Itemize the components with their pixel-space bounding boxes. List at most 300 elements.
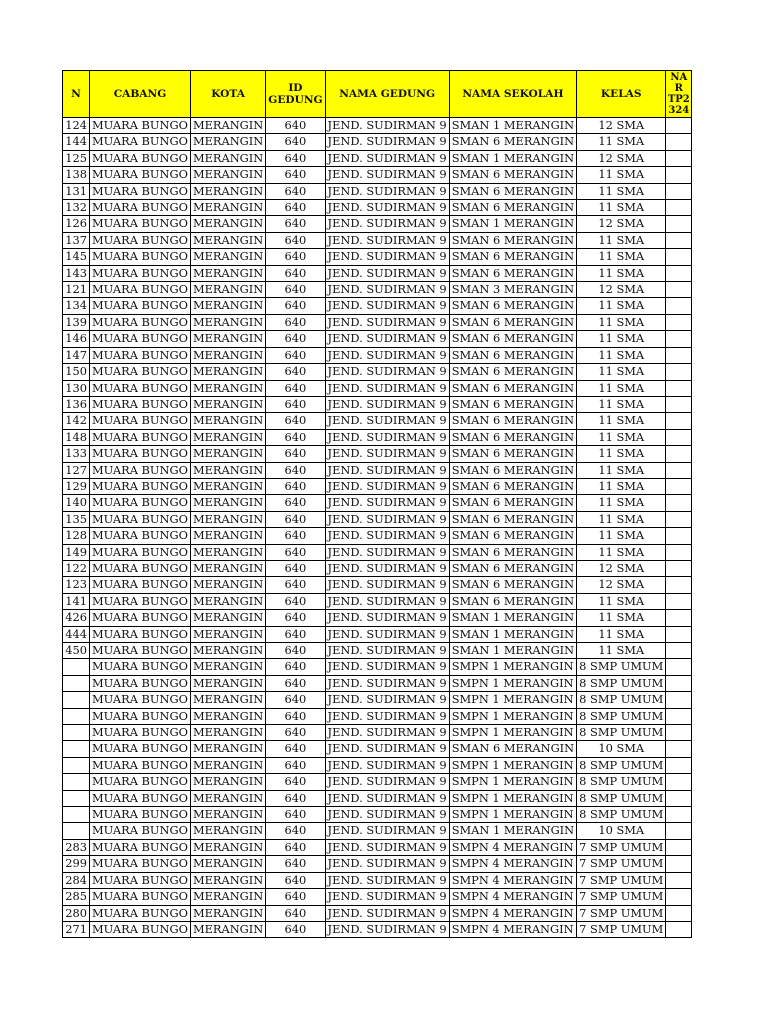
cell-id-gedung: 640 — [266, 396, 325, 412]
cell-nama-sekolah: SMPN 1 MERANGIN — [449, 659, 576, 675]
cell-cabang: MUARA BUNGO — [90, 118, 191, 134]
cell-kota: MERANGIN — [190, 823, 265, 839]
cell-no: 134 — [63, 298, 90, 314]
cell-nama-sekolah: SMAN 6 MERANGIN — [449, 495, 576, 511]
cell-no: 144 — [63, 134, 90, 150]
cell-no: 140 — [63, 495, 90, 511]
cell-nama-gedung: JEND. SUDIRMAN 9 — [325, 265, 449, 281]
cell-kota: MERANGIN — [190, 200, 265, 216]
cell-id-gedung: 640 — [266, 429, 325, 445]
table-row — [63, 872, 692, 888]
cell-cabang: MUARA BUNGO — [90, 577, 191, 593]
cell-kota: MERANGIN — [190, 134, 265, 150]
cell-id-gedung: 640 — [266, 200, 325, 216]
cell-cabang: MUARA BUNGO — [90, 675, 191, 691]
cell-nar-tp2 — [666, 708, 692, 724]
cell-nar-tp2 — [666, 528, 692, 544]
cell-kota: MERANGIN — [190, 232, 265, 248]
cell-no: 283 — [63, 839, 90, 855]
cell-no: 426 — [63, 610, 90, 626]
cell-id-gedung: 640 — [266, 725, 325, 741]
cell-no: 132 — [63, 200, 90, 216]
cell-kelas: 8 SMP UMUM — [577, 725, 666, 741]
cell-kota: MERANGIN — [190, 839, 265, 855]
cell-cabang: MUARA BUNGO — [90, 889, 191, 905]
table-row — [63, 462, 692, 478]
table-row — [63, 429, 692, 445]
cell-nar-tp2 — [666, 298, 692, 314]
cell-nama-sekolah: SMAN 6 MERANGIN — [449, 446, 576, 462]
cell-kelas: 12 SMA — [577, 282, 666, 298]
cell-nama-gedung: JEND. SUDIRMAN 9 — [325, 495, 449, 511]
cell-nar-tp2 — [666, 249, 692, 265]
cell-kelas: 8 SMP UMUM — [577, 692, 666, 708]
cell-kelas: 11 SMA — [577, 511, 666, 527]
cell-cabang: MUARA BUNGO — [90, 856, 191, 872]
table-row — [63, 396, 692, 412]
cell-nama-sekolah: SMPN 1 MERANGIN — [449, 708, 576, 724]
cell-no — [63, 708, 90, 724]
cell-kota: MERANGIN — [190, 790, 265, 806]
table-row — [63, 118, 692, 134]
header-nar-line: 324 — [668, 105, 690, 116]
cell-cabang: MUARA BUNGO — [90, 183, 191, 199]
cell-no: 142 — [63, 413, 90, 429]
cell-kota: MERANGIN — [190, 725, 265, 741]
cell-id-gedung: 640 — [266, 364, 325, 380]
cell-kelas: 10 SMA — [577, 741, 666, 757]
cell-cabang: MUARA BUNGO — [90, 790, 191, 806]
cell-nama-gedung: JEND. SUDIRMAN 9 — [325, 823, 449, 839]
cell-nama-gedung: JEND. SUDIRMAN 9 — [325, 282, 449, 298]
cell-nar-tp2 — [666, 889, 692, 905]
cell-kota: MERANGIN — [190, 446, 265, 462]
cell-nama-sekolah: SMPN 1 MERANGIN — [449, 675, 576, 691]
cell-id-gedung: 640 — [266, 560, 325, 576]
cell-kota: MERANGIN — [190, 626, 265, 642]
cell-id-gedung: 640 — [266, 511, 325, 527]
cell-kota: MERANGIN — [190, 610, 265, 626]
cell-no: 138 — [63, 167, 90, 183]
cell-kota: MERANGIN — [190, 659, 265, 675]
cell-kota: MERANGIN — [190, 331, 265, 347]
cell-nar-tp2 — [666, 380, 692, 396]
cell-kota: MERANGIN — [190, 560, 265, 576]
cell-cabang: MUARA BUNGO — [90, 823, 191, 839]
cell-nama-sekolah: SMAN 1 MERANGIN — [449, 610, 576, 626]
cell-cabang: MUARA BUNGO — [90, 478, 191, 494]
cell-cabang: MUARA BUNGO — [90, 593, 191, 609]
cell-id-gedung: 640 — [266, 921, 325, 937]
table-row — [63, 823, 692, 839]
table-row — [63, 478, 692, 494]
cell-no — [63, 774, 90, 790]
cell-kota: MERANGIN — [190, 462, 265, 478]
cell-no: 284 — [63, 872, 90, 888]
cell-nama-gedung: JEND. SUDIRMAN 9 — [325, 298, 449, 314]
cell-kota: MERANGIN — [190, 692, 265, 708]
cell-cabang: MUARA BUNGO — [90, 249, 191, 265]
cell-nama-sekolah: SMAN 6 MERANGIN — [449, 183, 576, 199]
cell-kota: MERANGIN — [190, 905, 265, 921]
cell-nama-sekolah: SMAN 6 MERANGIN — [449, 429, 576, 445]
cell-kelas: 11 SMA — [577, 495, 666, 511]
cell-no: 148 — [63, 429, 90, 445]
cell-no — [63, 725, 90, 741]
table-row — [63, 528, 692, 544]
cell-id-gedung: 640 — [266, 905, 325, 921]
header-nar-line: NA — [670, 72, 688, 83]
cell-kelas: 8 SMP UMUM — [577, 675, 666, 691]
table-row — [63, 790, 692, 806]
cell-kelas: 8 SMP UMUM — [577, 659, 666, 675]
cell-nama-gedung: JEND. SUDIRMAN 9 — [325, 150, 449, 166]
cell-nar-tp2 — [666, 643, 692, 659]
cell-no — [63, 807, 90, 823]
cell-nar-tp2 — [666, 265, 692, 281]
cell-id-gedung: 640 — [266, 544, 325, 560]
cell-nama-gedung: JEND. SUDIRMAN 9 — [325, 905, 449, 921]
cell-nama-sekolah: SMAN 1 MERANGIN — [449, 216, 576, 232]
cell-kelas: 11 SMA — [577, 364, 666, 380]
cell-cabang: MUARA BUNGO — [90, 610, 191, 626]
cell-nar-tp2 — [666, 314, 692, 330]
cell-id-gedung: 640 — [266, 610, 325, 626]
cell-kelas: 11 SMA — [577, 593, 666, 609]
cell-kelas: 11 SMA — [577, 265, 666, 281]
cell-kota: MERANGIN — [190, 282, 265, 298]
cell-nama-gedung: JEND. SUDIRMAN 9 — [325, 577, 449, 593]
cell-nama-gedung: JEND. SUDIRMAN 9 — [325, 544, 449, 560]
cell-kelas: 11 SMA — [577, 396, 666, 412]
cell-kelas: 11 SMA — [577, 134, 666, 150]
cell-kelas: 11 SMA — [577, 183, 666, 199]
cell-kelas: 7 SMP UMUM — [577, 889, 666, 905]
cell-cabang: MUARA BUNGO — [90, 692, 191, 708]
cell-nama-sekolah: SMAN 6 MERANGIN — [449, 265, 576, 281]
cell-nar-tp2 — [666, 396, 692, 412]
cell-nama-gedung: JEND. SUDIRMAN 9 — [325, 462, 449, 478]
cell-nar-tp2 — [666, 774, 692, 790]
cell-nama-gedung: JEND. SUDIRMAN 9 — [325, 429, 449, 445]
cell-cabang: MUARA BUNGO — [90, 429, 191, 445]
cell-cabang: MUARA BUNGO — [90, 708, 191, 724]
cell-nama-gedung: JEND. SUDIRMAN 9 — [325, 331, 449, 347]
header-nar-tp2 — [666, 71, 692, 118]
cell-kota: MERANGIN — [190, 364, 265, 380]
cell-kelas: 8 SMP UMUM — [577, 807, 666, 823]
cell-cabang: MUARA BUNGO — [90, 528, 191, 544]
cell-no: 271 — [63, 921, 90, 937]
cell-cabang: MUARA BUNGO — [90, 380, 191, 396]
cell-no: 149 — [63, 544, 90, 560]
table-body — [63, 118, 692, 938]
header-cabang: CABANG — [90, 71, 191, 118]
cell-id-gedung: 640 — [266, 856, 325, 872]
cell-id-gedung: 640 — [266, 741, 325, 757]
student-data-table — [62, 70, 692, 938]
table-row — [63, 134, 692, 150]
cell-kelas: 12 SMA — [577, 118, 666, 134]
cell-nama-sekolah: SMAN 6 MERANGIN — [449, 741, 576, 757]
cell-nama-sekolah: SMPN 1 MERANGIN — [449, 774, 576, 790]
cell-id-gedung: 640 — [266, 643, 325, 659]
cell-nar-tp2 — [666, 331, 692, 347]
table-row — [63, 839, 692, 855]
cell-kelas: 11 SMA — [577, 331, 666, 347]
cell-kelas: 11 SMA — [577, 347, 666, 363]
cell-nama-sekolah: SMAN 6 MERANGIN — [449, 298, 576, 314]
cell-id-gedung: 640 — [266, 314, 325, 330]
cell-cabang: MUARA BUNGO — [90, 643, 191, 659]
header-nama-gedung: NAMA GEDUNG — [325, 71, 449, 118]
cell-nama-sekolah: SMAN 6 MERANGIN — [449, 478, 576, 494]
cell-kelas: 7 SMP UMUM — [577, 921, 666, 937]
cell-kelas: 11 SMA — [577, 643, 666, 659]
cell-id-gedung: 640 — [266, 708, 325, 724]
cell-no: 123 — [63, 577, 90, 593]
cell-cabang: MUARA BUNGO — [90, 413, 191, 429]
cell-no: 136 — [63, 396, 90, 412]
cell-kelas: 10 SMA — [577, 823, 666, 839]
cell-id-gedung: 640 — [266, 134, 325, 150]
cell-no: 299 — [63, 856, 90, 872]
cell-nar-tp2 — [666, 659, 692, 675]
cell-nar-tp2 — [666, 282, 692, 298]
cell-no: 141 — [63, 593, 90, 609]
cell-nama-sekolah: SMAN 6 MERANGIN — [449, 134, 576, 150]
cell-no: 124 — [63, 118, 90, 134]
cell-nar-tp2 — [666, 446, 692, 462]
cell-cabang: MUARA BUNGO — [90, 216, 191, 232]
cell-nar-tp2 — [666, 364, 692, 380]
cell-kota: MERANGIN — [190, 118, 265, 134]
cell-no: 450 — [63, 643, 90, 659]
cell-id-gedung: 640 — [266, 626, 325, 642]
cell-kota: MERANGIN — [190, 856, 265, 872]
cell-kelas: 11 SMA — [577, 298, 666, 314]
cell-nar-tp2 — [666, 872, 692, 888]
cell-nar-tp2 — [666, 150, 692, 166]
cell-nama-sekolah: SMPN 1 MERANGIN — [449, 790, 576, 806]
cell-nar-tp2 — [666, 807, 692, 823]
cell-id-gedung: 640 — [266, 167, 325, 183]
cell-no: 127 — [63, 462, 90, 478]
cell-no: 121 — [63, 282, 90, 298]
cell-nar-tp2 — [666, 593, 692, 609]
cell-nar-tp2 — [666, 921, 692, 937]
cell-nar-tp2 — [666, 544, 692, 560]
cell-cabang: MUARA BUNGO — [90, 626, 191, 642]
cell-nama-gedung: JEND. SUDIRMAN 9 — [325, 593, 449, 609]
cell-id-gedung: 640 — [266, 118, 325, 134]
table-row — [63, 495, 692, 511]
cell-nama-gedung: JEND. SUDIRMAN 9 — [325, 757, 449, 773]
cell-id-gedung: 640 — [266, 872, 325, 888]
cell-nar-tp2 — [666, 823, 692, 839]
cell-id-gedung: 640 — [266, 380, 325, 396]
table-row — [63, 692, 692, 708]
cell-kelas: 8 SMP UMUM — [577, 774, 666, 790]
cell-kelas: 11 SMA — [577, 429, 666, 445]
cell-kelas: 11 SMA — [577, 446, 666, 462]
cell-kota: MERANGIN — [190, 429, 265, 445]
cell-kota: MERANGIN — [190, 708, 265, 724]
cell-id-gedung: 640 — [266, 413, 325, 429]
cell-id-gedung: 640 — [266, 839, 325, 855]
table-row — [63, 856, 692, 872]
cell-kota: MERANGIN — [190, 511, 265, 527]
cell-no: 126 — [63, 216, 90, 232]
cell-nama-sekolah: SMPN 4 MERANGIN — [449, 889, 576, 905]
cell-cabang: MUARA BUNGO — [90, 462, 191, 478]
table-row — [63, 774, 692, 790]
cell-nama-gedung: JEND. SUDIRMAN 9 — [325, 921, 449, 937]
cell-kota: MERANGIN — [190, 889, 265, 905]
cell-cabang: MUARA BUNGO — [90, 725, 191, 741]
cell-no — [63, 692, 90, 708]
cell-nama-gedung: JEND. SUDIRMAN 9 — [325, 856, 449, 872]
cell-kelas: 11 SMA — [577, 610, 666, 626]
cell-nar-tp2 — [666, 725, 692, 741]
header-id-gedung: ID GEDUNG — [266, 71, 325, 118]
cell-nama-sekolah: SMAN 6 MERANGIN — [449, 593, 576, 609]
cell-cabang: MUARA BUNGO — [90, 347, 191, 363]
cell-cabang: MUARA BUNGO — [90, 921, 191, 937]
cell-no: 129 — [63, 478, 90, 494]
cell-nama-gedung: JEND. SUDIRMAN 9 — [325, 249, 449, 265]
cell-nama-gedung: JEND. SUDIRMAN 9 — [325, 167, 449, 183]
cell-id-gedung: 640 — [266, 265, 325, 281]
cell-nama-sekolah: SMAN 6 MERANGIN — [449, 314, 576, 330]
cell-nar-tp2 — [666, 560, 692, 576]
cell-kota: MERANGIN — [190, 921, 265, 937]
cell-no — [63, 659, 90, 675]
cell-cabang: MUARA BUNGO — [90, 872, 191, 888]
table-row — [63, 167, 692, 183]
cell-nar-tp2 — [666, 429, 692, 445]
header-kelas: KELAS — [577, 71, 666, 118]
cell-cabang: MUARA BUNGO — [90, 331, 191, 347]
cell-no: 128 — [63, 528, 90, 544]
cell-id-gedung: 640 — [266, 675, 325, 691]
cell-kelas: 11 SMA — [577, 544, 666, 560]
cell-kota: MERANGIN — [190, 807, 265, 823]
table-row — [63, 921, 692, 937]
cell-nar-tp2 — [666, 134, 692, 150]
table-row — [63, 265, 692, 281]
cell-no: 139 — [63, 314, 90, 330]
table-row — [63, 232, 692, 248]
table-row — [63, 216, 692, 232]
cell-nar-tp2 — [666, 413, 692, 429]
cell-kota: MERANGIN — [190, 167, 265, 183]
table-row — [63, 675, 692, 691]
cell-cabang: MUARA BUNGO — [90, 544, 191, 560]
cell-id-gedung: 640 — [266, 347, 325, 363]
table-row — [63, 643, 692, 659]
table-row — [63, 741, 692, 757]
cell-id-gedung: 640 — [266, 757, 325, 773]
cell-kota: MERANGIN — [190, 577, 265, 593]
cell-no: 133 — [63, 446, 90, 462]
header-kota: KOTA — [190, 71, 265, 118]
cell-nama-sekolah: SMAN 1 MERANGIN — [449, 823, 576, 839]
cell-nar-tp2 — [666, 478, 692, 494]
cell-kota: MERANGIN — [190, 757, 265, 773]
cell-id-gedung: 640 — [266, 150, 325, 166]
cell-kelas: 11 SMA — [577, 413, 666, 429]
cell-id-gedung: 640 — [266, 462, 325, 478]
cell-nama-sekolah: SMAN 6 MERANGIN — [449, 167, 576, 183]
cell-nama-sekolah: SMAN 6 MERANGIN — [449, 462, 576, 478]
cell-nama-sekolah: SMAN 6 MERANGIN — [449, 560, 576, 576]
cell-id-gedung: 640 — [266, 232, 325, 248]
cell-nama-sekolah: SMAN 3 MERANGIN — [449, 282, 576, 298]
cell-kelas: 11 SMA — [577, 478, 666, 494]
cell-nama-gedung: JEND. SUDIRMAN 9 — [325, 183, 449, 199]
cell-nar-tp2 — [666, 839, 692, 855]
cell-kota: MERANGIN — [190, 544, 265, 560]
cell-id-gedung: 640 — [266, 774, 325, 790]
cell-nama-sekolah: SMAN 6 MERANGIN — [449, 364, 576, 380]
cell-kota: MERANGIN — [190, 741, 265, 757]
cell-cabang: MUARA BUNGO — [90, 265, 191, 281]
cell-id-gedung: 640 — [266, 249, 325, 265]
cell-kota: MERANGIN — [190, 150, 265, 166]
cell-cabang: MUARA BUNGO — [90, 298, 191, 314]
cell-cabang: MUARA BUNGO — [90, 774, 191, 790]
cell-nama-gedung: JEND. SUDIRMAN 9 — [325, 314, 449, 330]
cell-kelas: 12 SMA — [577, 216, 666, 232]
table-row — [63, 282, 692, 298]
header-nama-sekolah: NAMA SEKOLAH — [449, 71, 576, 118]
cell-nama-sekolah: SMAN 1 MERANGIN — [449, 643, 576, 659]
cell-nama-sekolah: SMAN 6 MERANGIN — [449, 396, 576, 412]
cell-no: 143 — [63, 265, 90, 281]
cell-no: 285 — [63, 889, 90, 905]
cell-kelas: 11 SMA — [577, 167, 666, 183]
table-row — [63, 905, 692, 921]
cell-no — [63, 790, 90, 806]
cell-nama-gedung: JEND. SUDIRMAN 9 — [325, 708, 449, 724]
table-row — [63, 626, 692, 642]
cell-nama-gedung: JEND. SUDIRMAN 9 — [325, 692, 449, 708]
table-row — [63, 413, 692, 429]
cell-kelas: 12 SMA — [577, 577, 666, 593]
cell-kota: MERANGIN — [190, 413, 265, 429]
cell-id-gedung: 640 — [266, 659, 325, 675]
cell-nama-gedung: JEND. SUDIRMAN 9 — [325, 610, 449, 626]
cell-kelas: 11 SMA — [577, 314, 666, 330]
cell-id-gedung: 640 — [266, 889, 325, 905]
cell-nar-tp2 — [666, 905, 692, 921]
cell-nama-sekolah: SMAN 1 MERANGIN — [449, 118, 576, 134]
cell-nar-tp2 — [666, 511, 692, 527]
table-row — [63, 298, 692, 314]
cell-nama-gedung: JEND. SUDIRMAN 9 — [325, 528, 449, 544]
cell-nama-gedung: JEND. SUDIRMAN 9 — [325, 118, 449, 134]
cell-kelas: 12 SMA — [577, 560, 666, 576]
table-row — [63, 807, 692, 823]
cell-id-gedung: 640 — [266, 577, 325, 593]
cell-nama-gedung: JEND. SUDIRMAN 9 — [325, 200, 449, 216]
cell-nama-sekolah: SMPN 1 MERANGIN — [449, 807, 576, 823]
cell-nama-gedung: JEND. SUDIRMAN 9 — [325, 446, 449, 462]
cell-kota: MERANGIN — [190, 774, 265, 790]
cell-id-gedung: 640 — [266, 790, 325, 806]
cell-cabang: MUARA BUNGO — [90, 150, 191, 166]
